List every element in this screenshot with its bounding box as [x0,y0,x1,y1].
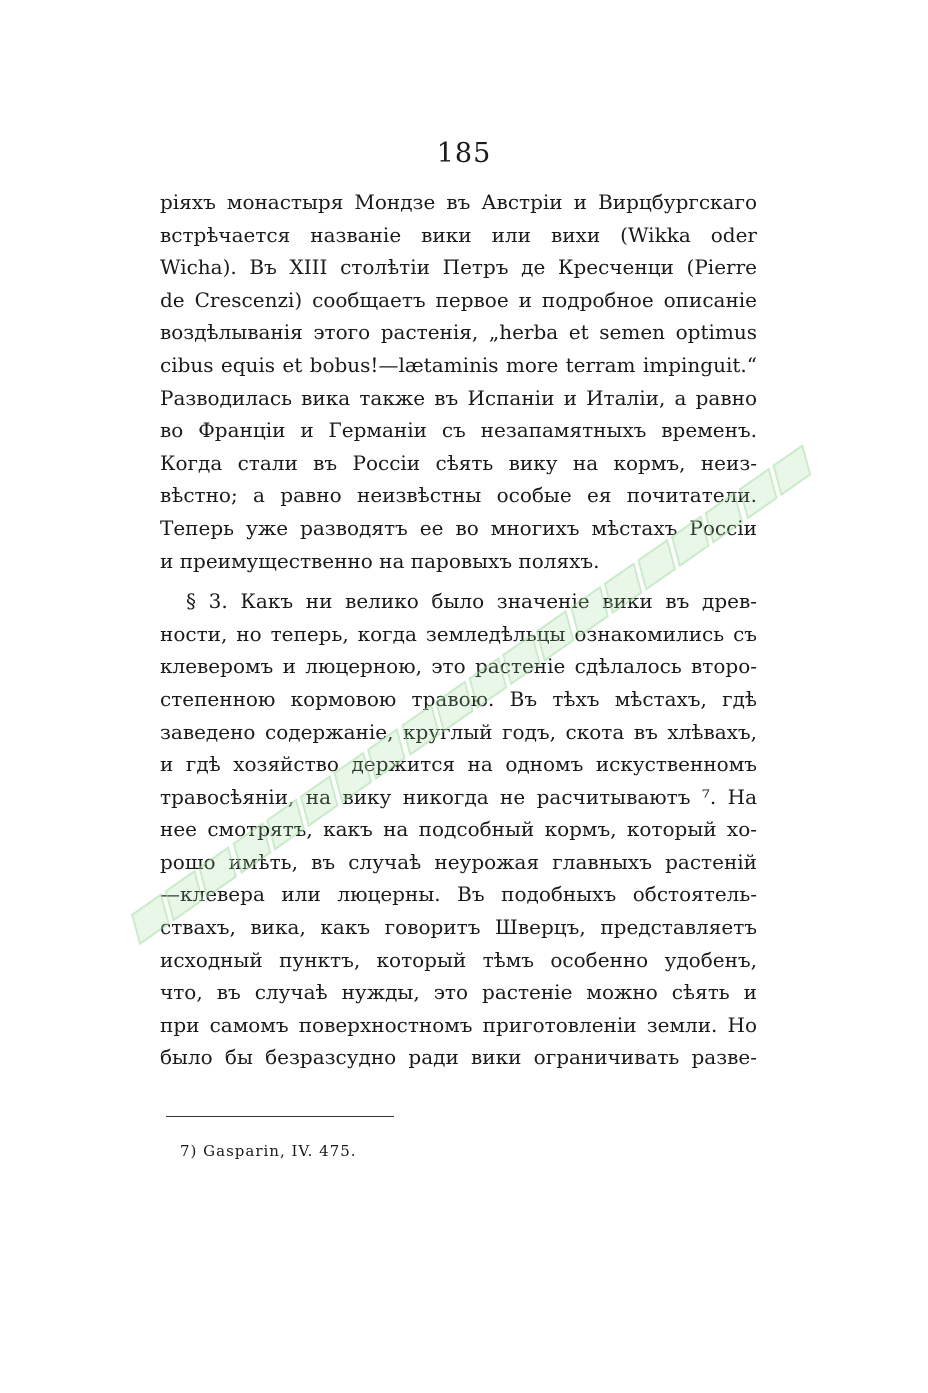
text-line: и преимущественно на паровыхъ поляхъ. [160,548,600,573]
page-number: 185 [436,138,492,169]
text-line: —клевера или люцерны. Въ подобныхъ обстоятель- [160,882,757,907]
text-line: Теперь уже разводятъ ее во многихъ мѣстахъ Россіи [160,515,757,540]
text-line: травосѣяніи, на вику никогда не расчитываютъ ⁷. На [160,784,757,809]
text-line: Когда стали въ Россіи сѣять вику на кормъ, неиз- [160,450,757,475]
text-line: воздѣлыванія этого растенія, „herba et semen optimus [160,320,757,345]
text-line: во Франціи и Германіи съ незапамятныхъ временъ. [160,418,757,443]
text-line: и гдѣ хозяйство держится на одномъ искуственномъ [160,752,757,777]
text-line: встрѣчается названіе вики или вихи (Wikka oder [160,222,757,247]
text-line: § 3. Какъ ни велико было значеніе вики въ древ- [186,589,757,614]
text-line: исходный пунктъ, который тѣмъ особенно удобенъ, [160,947,757,972]
paragraph-1 [160,186,757,577]
footnote: 7) Gasparin, IV. 475. [180,1142,357,1160]
watermark-segment [772,444,811,496]
text-line: было бы безразсудно ради вики ограничивать разве- [160,1045,757,1070]
text-line: вѣстно; а равно неизвѣстны особые ея почитатели. [160,483,757,508]
text-line: Wicha). Въ XIII столѣтіи Петръ де Кресченци (Pierre [160,255,757,280]
text-line: ности, но теперь, когда земледѣльцы ознакомились съ [160,621,757,646]
text-line: ствахъ, вика, какъ говоритъ Шверцъ, представляетъ [160,915,757,940]
text-line: ріяхъ монастыря Мондзе въ Австріи и Вирцбургскаго [160,190,757,214]
text-line: клеверомъ и люцерною, это растеніе сдѣлалось второ- [160,654,757,679]
text-line: Разводилась вика также въ Испаніи и Италіи, а равно [160,385,757,410]
text-line: нее смотрятъ, какъ на подсобный кормъ, который хо- [160,817,757,842]
paragraph-gap [160,577,757,585]
text-line: степенною кормовою травою. Въ тѣхъ мѣстахъ, гдѣ [160,686,757,711]
paragraph-2 [160,585,757,1074]
body-text [160,186,757,1074]
text-line: заведено содержаніе, круглый годъ, скота въ хлѣвахъ, [160,719,757,744]
text-line: при самомъ поверхностномъ приготовленіи земли. Но [160,1012,757,1037]
text-line: рошо имѣть, въ случаѣ неурожая главныхъ растеній [160,849,757,874]
text-line: cibus equis et bobus!—lætaminis more terram impinguit.“ [160,352,757,377]
text-line: что, въ случаѣ нужды, это растеніе можно сѣять и [160,980,757,1005]
footnote-divider [166,1116,394,1117]
text-line: de Crescenzi) сообщаетъ первое и подробное описаніе [160,287,757,312]
